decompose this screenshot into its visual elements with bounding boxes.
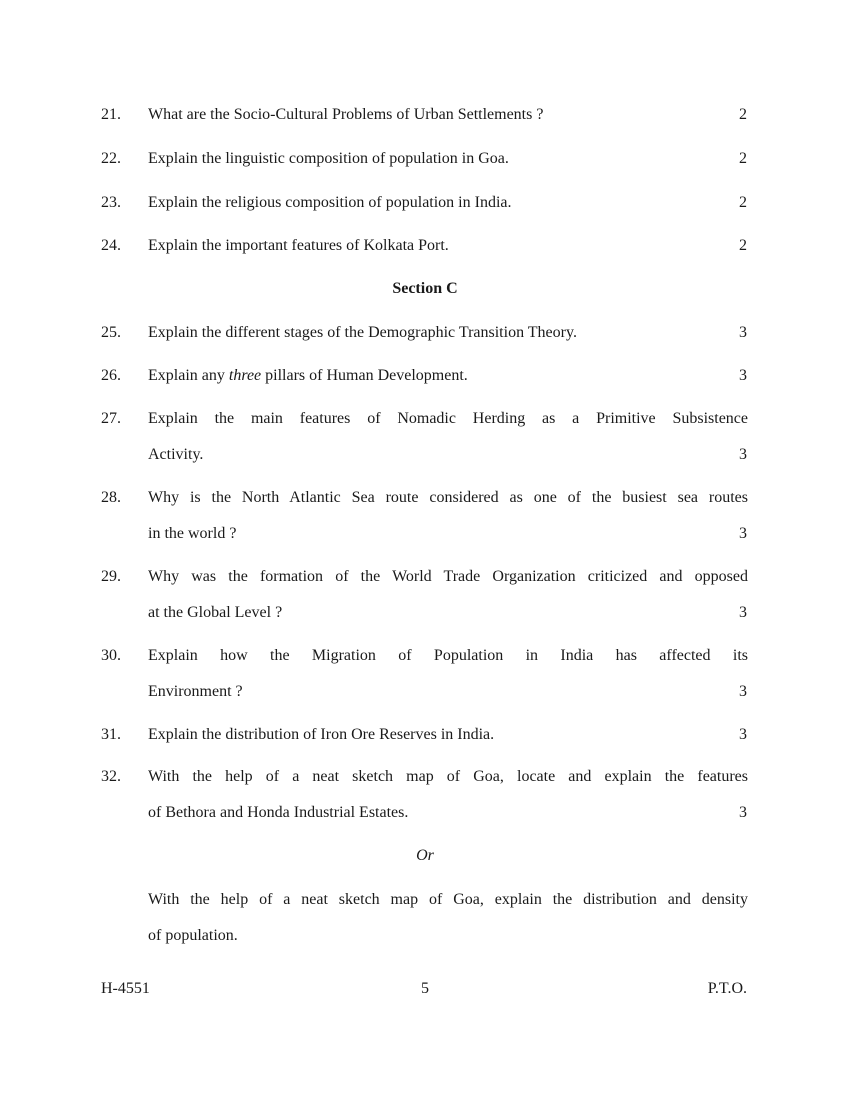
question-number: 21.	[101, 106, 121, 123]
question-text-line-1: Explain how the Migration of Population in India has affected its	[148, 647, 748, 664]
question-text: Explain the distribution of Iron Ore Reserves in India.	[148, 726, 495, 743]
question-number: 27.	[101, 410, 121, 427]
question-marks: 3	[739, 804, 747, 821]
emphasis-text: three	[228, 367, 262, 384]
question-number: 28.	[101, 489, 121, 506]
question-text	[148, 367, 748, 385]
question-number: 24.	[101, 237, 121, 254]
question-marks: 3	[739, 367, 747, 384]
question-marks: 3	[739, 683, 747, 700]
question-text-line-1: Explain the main features of Nomadic Herding as a Primitive Subsistence	[148, 410, 748, 427]
question-text-line-1: With the help of a neat sketch map of Goa, locate and explain the features	[148, 768, 748, 785]
question-marks: 2	[739, 194, 747, 211]
question-text: Explain the religious composition of population in India.	[148, 194, 512, 211]
question-number: 32.	[101, 768, 121, 785]
question-marks: 3	[739, 446, 747, 463]
question-number: 26.	[101, 367, 121, 384]
page-number: 5	[421, 980, 429, 997]
question-number: 25.	[101, 324, 121, 341]
question-text: Explain the important features of Kolkata Port.	[148, 237, 449, 254]
question-text-line-2: Environment ?	[148, 683, 243, 700]
question-text-line-1: Why was the formation of the World Trade Organization criticized and opposed	[148, 568, 748, 585]
question-marks: 2	[739, 237, 747, 254]
question-marks: 2	[739, 150, 747, 167]
section-heading: Section C	[392, 280, 458, 297]
question-text-line-2: of population.	[148, 927, 238, 944]
question-text-line-1: With the help of a neat sketch map of Goa, explain the distribution and density	[148, 891, 748, 908]
question-marks: 3	[739, 525, 747, 542]
question-text: Explain the different stages of the Demographic Transition Theory.	[148, 324, 577, 341]
question-text-part: pillars of Human Development.	[261, 367, 468, 384]
question-text-line-2: in the world ?	[148, 525, 237, 542]
question-marks: 2	[739, 106, 747, 123]
question-marks: 3	[739, 604, 747, 621]
question-text-line-1: Why is the North Atlantic Sea route considered as one of the busiest sea routes	[148, 489, 748, 506]
question-number: 30.	[101, 647, 121, 664]
question-text-part: Explain any	[148, 367, 229, 384]
or-separator: Or	[416, 847, 434, 864]
question-number: 31.	[101, 726, 121, 743]
question-number: 23.	[101, 194, 121, 211]
question-number: 29.	[101, 568, 121, 585]
question-text: Explain the linguistic composition of population in Goa.	[148, 150, 509, 167]
question-text-line-2: at the Global Level ?	[148, 604, 283, 621]
question-number: 22.	[101, 150, 121, 167]
paper-code: H-4551	[101, 980, 150, 997]
question-text-line-2: Activity.	[148, 446, 204, 463]
please-turn-over: P.T.O.	[707, 980, 747, 997]
question-text: What are the Socio-Cultural Problems of Urban Settlements ?	[148, 106, 544, 123]
question-text-line-2: of Bethora and Honda Industrial Estates.	[148, 804, 409, 821]
question-marks: 3	[739, 324, 747, 341]
question-marks: 3	[739, 726, 747, 743]
